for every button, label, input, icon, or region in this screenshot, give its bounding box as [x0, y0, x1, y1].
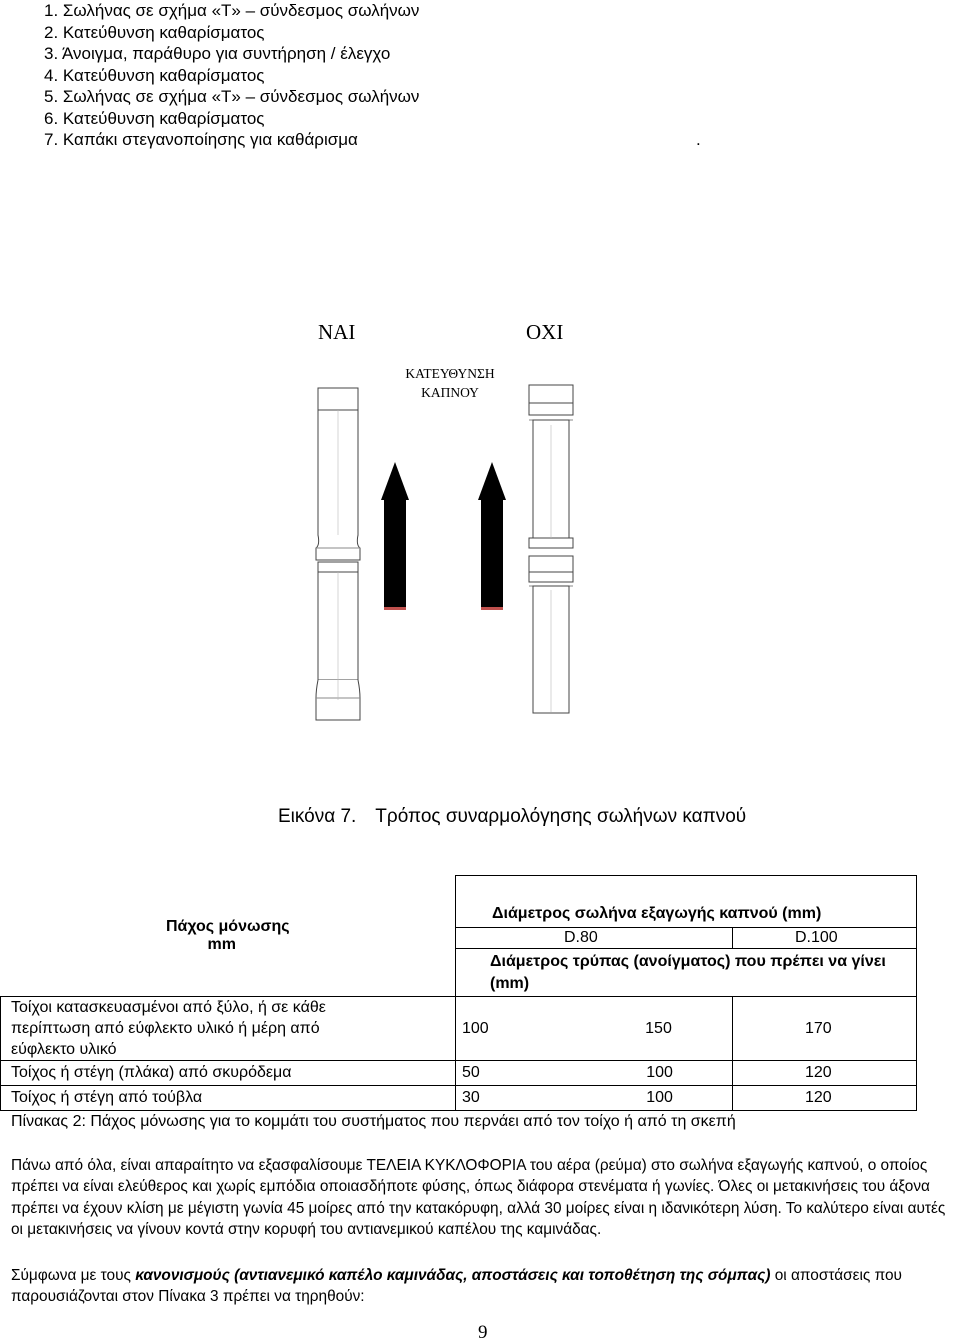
smoke-direction-line2: ΚΑΠΝΟΥ: [421, 385, 479, 400]
list-item: 1. Σωλήνας σε σχήμα «Τ» – σύνδεσμος σωλήνων: [44, 1, 420, 20]
row-label: [1, 997, 456, 1061]
smoke-direction-line1: ΚΑΤΕΥΘΥΝΣΗ: [405, 366, 495, 381]
header-pipe-diameter: Διάμετρος σωλήνα εξαγωγής καπνού (mm): [456, 876, 917, 928]
header-hole-diameter-text: Διάμετρος τρύπας (ανοίγματος) που πρέπει να γίνει (mm): [490, 952, 886, 992]
row-d80: 150: [645, 1019, 672, 1037]
row-insulation: 50: [462, 1064, 480, 1081]
list-item: 7. Καπάκι στεγανοποίησης για καθάρισμα: [44, 130, 358, 149]
page-number: 9: [478, 1322, 488, 1343]
list-item: 6. Κατεύθυνση καθαρίσματος: [44, 108, 265, 128]
yes-lower-pipe: [316, 562, 360, 720]
row-d100: 120: [733, 1086, 917, 1111]
paragraph-regulations: [11, 1265, 959, 1308]
row-label: Τοίχος ή στέγη από τούβλα: [1, 1086, 456, 1111]
header-insulation: Πάχος μόνωσης: [165, 917, 290, 935]
row-insulation: 30: [462, 1089, 480, 1106]
insulation-table: [0, 875, 917, 1111]
no-label: ΟΧΙ: [526, 320, 564, 344]
trailing-dot: .: [696, 130, 701, 149]
row-d80: 100: [646, 1064, 673, 1081]
paragraph-air-flow: Πάνω από όλα, είναι απαραίτητο να εξασφαλίσουμε ΤΕΛΕΙΑ ΚΥΚΛΟΦΟΡΙΑ του αέρα (ρεύμα) στο σωλήνα εξαγωγής καπνού, ο οποίος πρέπει να είναι ελεύθερος και χωρίς εμπόδια οποιασδήποτε φύσης, όπως διάφορα στενέματα ή γωνίες. Όλες οι μετακινήσεις του άξονα πρέπει να έχουν κλίση με μέγιστη γωνία 45 μοίρες από την κατακόρυφη, αλλά 30 μοίρες είναι η ιδανικότερη λύση. Το καλύτερο είναι αυτές οι μετακινήσεις να γίνουν κοντά στην κορυφή του αντιανεμικού καπέλου της καμινάδας.: [11, 1157, 946, 1238]
table-row: [1, 997, 917, 1061]
insulation-table-wrapper: [0, 875, 917, 1111]
table-caption: Πίνακας 2: Πάχος μόνωσης για το κομμάτι του συστήματος που περνάει από τον τοίχο ή από τη σκεπή: [11, 1113, 736, 1130]
row-d80: 100: [646, 1089, 673, 1106]
paragraph2-emphasis: κανονισμούς (αντιανεμικό καπέλο καμινάδας, αποστάσεις και τοποθέτηση της σόμπας): [135, 1267, 771, 1284]
col-d80: D.80: [456, 928, 733, 949]
table-row: [1, 1061, 917, 1086]
list-item: 5. Σωλήνας σε σχήμα «Τ» – σύνδεσμος σωλήνων: [44, 87, 420, 106]
col-d100: D.100: [733, 928, 917, 949]
row-label: Τοίχος ή στέγη (πλάκα) από σκυρόδεμα: [1, 1061, 456, 1086]
row-d100: 120: [733, 1061, 917, 1086]
smoke-direction-label: [370, 364, 530, 402]
row-label-text: Τοίχοι κατασκευασμένοι από ξύλο, ή σε κάθε περίπτωση από εύφλεκτο υλικό ή μέρη από εύφλεκτο υλικό: [11, 999, 326, 1058]
paragraph2-end: οι αποστάσεις που παρουσιάζονται στον Πίνακα 3 πρέπει να τηρηθούν:: [11, 1267, 902, 1306]
header-hole-diameter: [456, 949, 917, 997]
smoke-arrow-no: [478, 462, 506, 610]
row-values: [456, 1061, 733, 1086]
header-insulation-unit: mm: [207, 935, 236, 953]
figure-caption-text: Τρόπος συναρμολόγησης σωλήνων καπνού: [375, 806, 747, 827]
row-d100: 170: [733, 997, 917, 1061]
figure-caption-number: Εικόνα 7.: [278, 806, 357, 827]
table-row: [1, 1086, 917, 1111]
no-lower-pipe: [529, 556, 573, 713]
list-item: 2. Κατεύθυνση καθαρίσματος: [44, 22, 265, 42]
row-values: [456, 997, 733, 1061]
row-values: [456, 1086, 733, 1111]
paragraph2-start: Σύμφωνα με τους: [11, 1267, 136, 1284]
figure-caption: [278, 806, 746, 828]
list-item: 3. Άνοιγμα, παράθυρο για συντήρηση / έλεγχο: [44, 44, 391, 63]
header-insulation-cell: [1, 876, 456, 997]
yes-label: ΝΑΙ: [318, 320, 356, 344]
smoke-arrow-yes: [381, 462, 409, 610]
row-insulation: 100: [462, 1019, 489, 1037]
list-item: 4. Κατεύθυνση καθαρίσματος: [44, 65, 265, 85]
no-upper-pipe: [529, 385, 573, 548]
yes-upper-pipe: [316, 388, 360, 560]
